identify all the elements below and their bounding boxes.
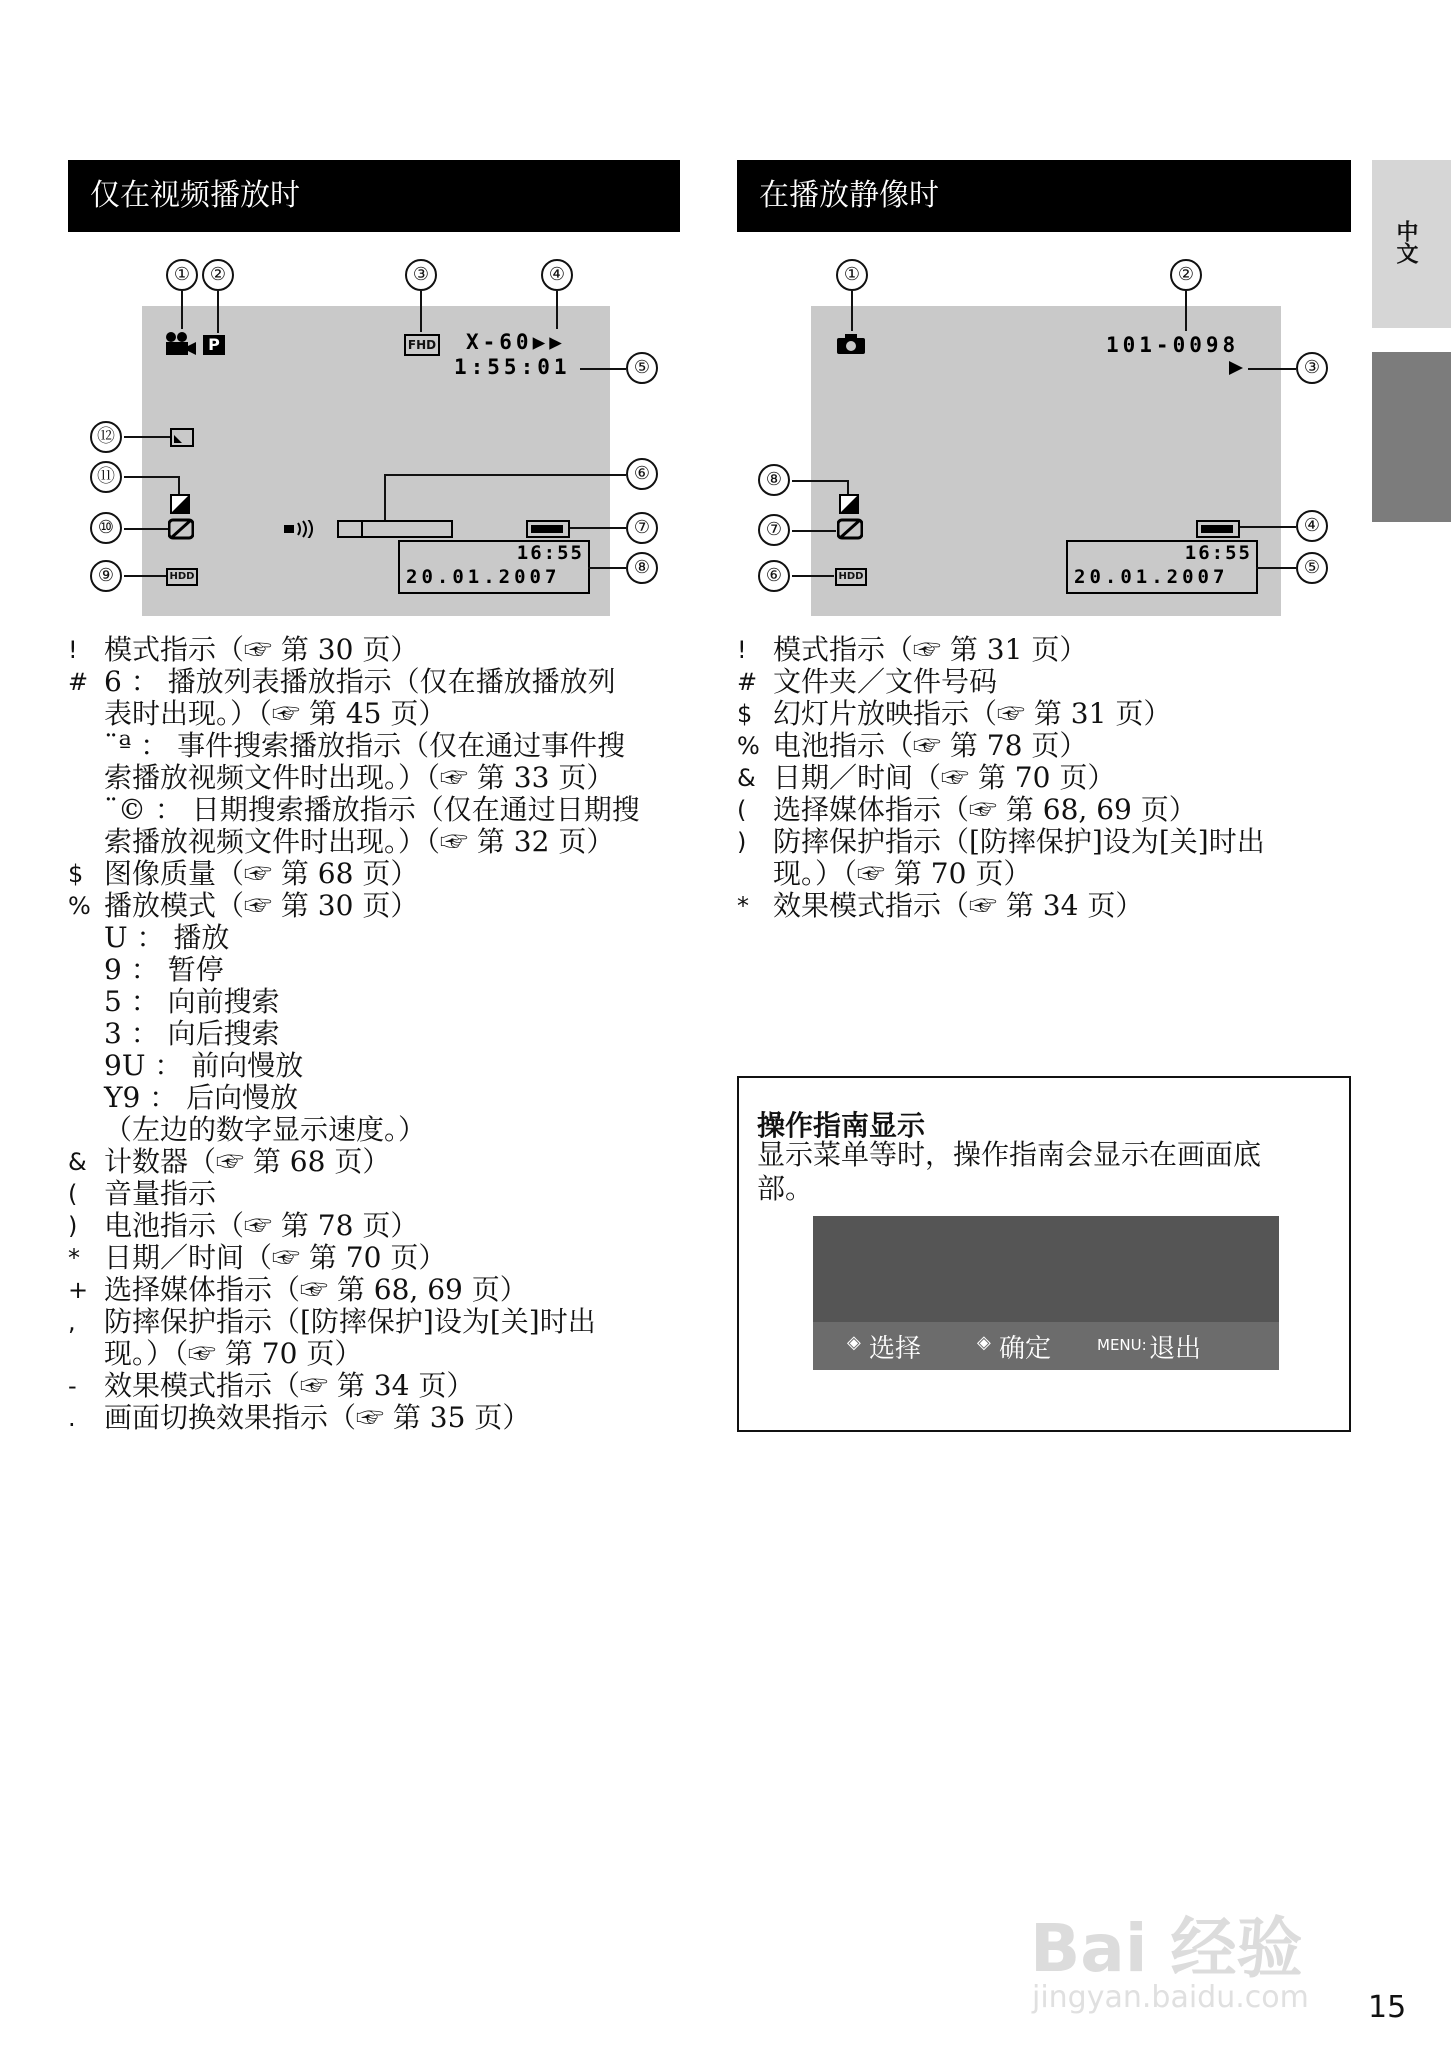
leader-line	[178, 476, 180, 494]
callout-2: ②	[202, 259, 234, 291]
callout-1: ①	[836, 259, 868, 291]
list-item: # 6 ： 播放列表播放指示（仅在播放播放列	[68, 665, 616, 698]
list-item: * 效果模式指示（☞ 第 34 页）	[737, 889, 1144, 922]
video-camera-icon	[164, 331, 198, 357]
leader-line	[217, 291, 219, 333]
leader-line	[384, 474, 386, 520]
leader-line	[588, 567, 626, 569]
watermark-url: jingyan.baidu.com	[1032, 1980, 1309, 2015]
callout-6: ⑥	[758, 560, 790, 592]
list-item: Y9 ： 后向慢放	[104, 1081, 299, 1114]
operation-guide-box	[737, 1076, 1351, 1432]
callout-9: ⑨	[90, 560, 122, 592]
watermark-brand: Bai 经验	[1030, 1910, 1303, 1987]
list-item: 现。）（☞ 第 70 页）	[104, 1337, 363, 1370]
volume-level-bar	[337, 520, 453, 538]
list-item: , 防摔保护指示（[防摔保护]设为[关]时出	[68, 1305, 596, 1338]
guide-select-label: 选择	[869, 1334, 922, 1364]
leader-line	[124, 528, 168, 530]
callout-3: ③	[1296, 352, 1328, 384]
leader-line	[1240, 526, 1296, 528]
left-section-heading: 仅在视频播放时	[68, 160, 680, 232]
right-legend-list	[737, 634, 1265, 922]
slideshow-play-icon	[1228, 360, 1244, 376]
menu-prefix: MENU:	[1097, 1336, 1147, 1354]
counter: 1:55:01	[454, 355, 571, 379]
camera-icon	[836, 333, 866, 355]
list-item: . 画面切换效果指示（☞ 第 35 页）	[68, 1401, 531, 1434]
volume-icon	[284, 520, 318, 538]
callout-11: ⑪	[90, 461, 122, 493]
leader-line	[847, 480, 849, 494]
list-item: ! 模式指示（☞ 第 31 页）	[737, 633, 1088, 666]
leader-line	[124, 575, 166, 577]
fall-protection-icon	[837, 518, 863, 540]
date-time-box	[398, 540, 590, 594]
list-item: （左边的数字显示速度。）	[104, 1113, 427, 1146]
leader-line	[1256, 567, 1296, 569]
callout-7: ⑦	[626, 512, 658, 544]
list-item: ) 电池指示（☞ 第 78 页）	[68, 1209, 419, 1242]
effect-mode-icon	[170, 494, 190, 514]
callout-8: ⑧	[626, 552, 658, 584]
leader-line	[124, 476, 180, 478]
list-item: & 日期／时间（☞ 第 70 页）	[737, 761, 1116, 794]
leader-line	[384, 474, 626, 476]
guide-body-line: 显示菜单等时，操作指南会显示在画面底	[757, 1138, 1262, 1171]
list-item: ) 防摔保护指示（[防摔保护]设为[关]时出	[737, 825, 1265, 858]
battery-icon	[526, 520, 570, 538]
leader-line	[1248, 368, 1296, 370]
battery-icon	[1196, 520, 1240, 538]
list-item: % 播放模式（☞ 第 30 页）	[68, 889, 419, 922]
date-time-box	[1066, 540, 1258, 594]
leader-line	[181, 291, 183, 329]
callout-7: ⑦	[758, 514, 790, 546]
list-item: 9U ： 前向慢放	[104, 1049, 304, 1082]
callout-6: ⑥	[626, 458, 658, 490]
guide-screen	[813, 1216, 1279, 1370]
callout-4: ④	[541, 259, 573, 291]
page-number: 15	[1368, 1990, 1407, 2025]
list-item: 3 ： 向后搜索	[104, 1017, 280, 1050]
language-tab	[1372, 160, 1451, 328]
hdd-media-icon: HDD	[835, 568, 867, 586]
dpad-confirm-icon: ◈	[977, 1332, 991, 1353]
list-item: ¨© ： 日期搜索播放指示（仅在通过日期搜	[104, 793, 640, 826]
right-section-heading: 在播放静像时	[737, 160, 1351, 232]
guide-confirm-label: 确定	[999, 1334, 1052, 1364]
leader-line	[420, 291, 422, 332]
guide-body	[757, 1138, 1261, 1206]
callout-3: ③	[405, 259, 437, 291]
callout-4: ④	[1296, 510, 1328, 542]
callout-5: ⑤	[1296, 552, 1328, 584]
date-display: 20.01.2007	[406, 566, 561, 588]
transition-effect-icon	[170, 428, 194, 447]
leader-line	[1185, 291, 1187, 331]
hdd-media-icon: HDD	[166, 568, 198, 586]
language-tab-label: 中文	[1393, 220, 1418, 264]
list-item: - 效果模式指示（☞ 第 34 页）	[68, 1369, 475, 1402]
guide-body-line: 部。	[757, 1172, 814, 1205]
callout-5: ⑤	[626, 352, 658, 384]
list-item: # 文件夹／文件号码	[737, 665, 998, 698]
list-item: 表时出现。）（☞ 第 45 页）	[104, 697, 447, 730]
date-display: 20.01.2007	[1074, 566, 1229, 588]
time-display: 16:55	[516, 542, 584, 564]
list-item: ! 模式指示（☞ 第 30 页）	[68, 633, 419, 666]
leader-line	[792, 530, 836, 532]
effect-mode-icon	[839, 494, 859, 514]
guide-bar	[813, 1322, 1279, 1370]
callout-8: ⑧	[758, 464, 790, 496]
list-item: 索播放视频文件时出现。）（☞ 第 32 页）	[104, 825, 615, 858]
list-item: 索播放视频文件时出现。）（☞ 第 33 页）	[104, 761, 615, 794]
list-item: U ： 播放	[104, 921, 230, 954]
dpad-select-icon: ◈	[847, 1332, 861, 1353]
list-item: 现。）（☞ 第 70 页）	[773, 857, 1032, 890]
folder-file-number: 101-0098	[1106, 333, 1240, 357]
leader-line	[124, 436, 170, 438]
list-item: & 计数器（☞ 第 68 页）	[68, 1145, 391, 1178]
leader-line	[570, 527, 626, 529]
leader-line	[556, 291, 558, 329]
list-item: $ 幻灯片放映指示（☞ 第 31 页）	[737, 697, 1172, 730]
list-item: ( 选择媒体指示（☞ 第 68, 69 页）	[737, 793, 1197, 826]
fall-protection-icon	[168, 518, 194, 540]
leader-line	[792, 575, 834, 577]
list-item: 5 ： 向前搜索	[104, 985, 280, 1018]
guide-exit-label: 退出	[1149, 1334, 1202, 1364]
leader-line	[851, 291, 853, 331]
list-item: * 日期／时间（☞ 第 70 页）	[68, 1241, 447, 1274]
list-item: + 选择媒体指示（☞ 第 68, 69 页）	[68, 1273, 528, 1306]
callout-10: ⑩	[90, 512, 122, 544]
list-item: ¨ª ： 事件搜索播放指示（仅在通过事件搜	[104, 729, 626, 762]
list-item: ( 音量指示	[68, 1177, 217, 1210]
list-item: % 电池指示（☞ 第 78 页）	[737, 729, 1088, 762]
leader-line	[792, 480, 849, 482]
play-mode-p-icon: P	[203, 335, 225, 355]
playback-speed: X-60▶▶	[466, 330, 566, 354]
left-legend-list	[68, 634, 640, 1434]
section-tab	[1372, 352, 1451, 522]
time-display: 16:55	[1184, 542, 1252, 564]
leader-line	[580, 368, 626, 370]
list-item: 9 ： 暂停	[104, 953, 224, 986]
list-item: $ 图像质量（☞ 第 68 页）	[68, 857, 419, 890]
callout-2: ②	[1170, 259, 1202, 291]
quality-fhd-icon: FHD	[404, 334, 440, 356]
guide-title: 操作指南显示	[757, 1109, 926, 1142]
callout-12: ⑫	[90, 421, 122, 453]
callout-1: ①	[166, 259, 198, 291]
